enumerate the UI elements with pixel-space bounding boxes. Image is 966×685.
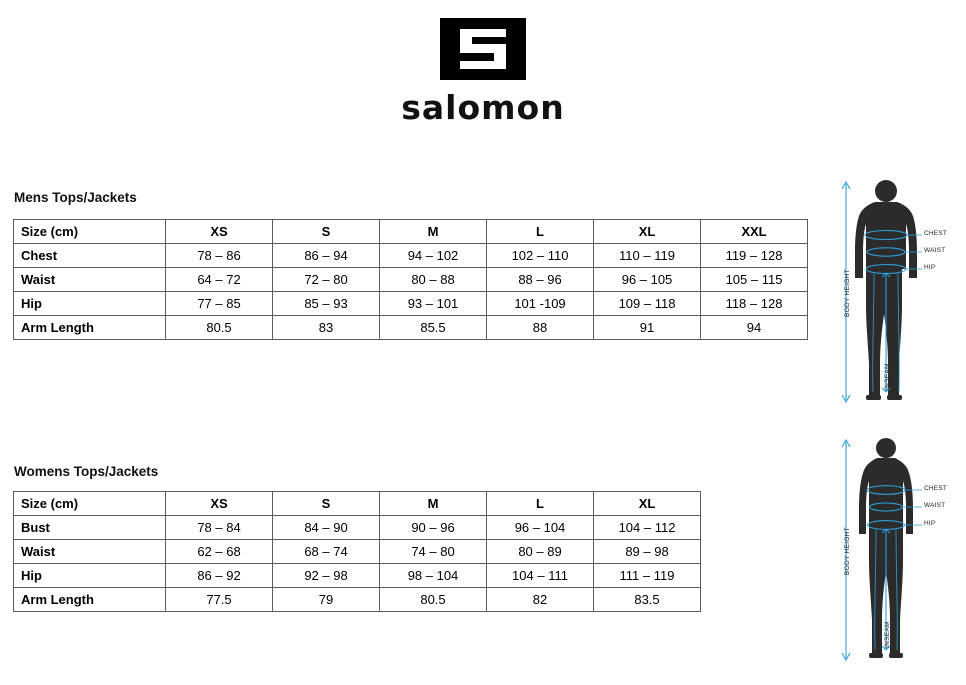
column-header: XL <box>594 220 701 244</box>
table-cell: 77 – 85 <box>166 292 273 316</box>
column-header: Size (cm) <box>14 220 166 244</box>
table-row <box>14 564 701 588</box>
table-header-row <box>14 492 701 516</box>
table-cell: 109 – 118 <box>594 292 701 316</box>
column-header: S <box>273 220 380 244</box>
callout-waist: WAIST <box>924 247 946 254</box>
table-cell: 102 – 110 <box>487 244 594 268</box>
row-label: Waist <box>14 540 166 564</box>
table-row <box>14 316 808 340</box>
label-inseam: INSEAM <box>884 363 891 390</box>
row-label: Bust <box>14 516 166 540</box>
table-cell: 86 – 92 <box>166 564 273 588</box>
table-cell: 74 – 80 <box>380 540 487 564</box>
table-cell: 78 – 86 <box>166 244 273 268</box>
table-row <box>14 244 808 268</box>
table-cell: 83 <box>273 316 380 340</box>
table-cell: 105 – 115 <box>701 268 808 292</box>
label-inseam: INSEAM <box>884 621 891 648</box>
table-cell: 90 – 96 <box>380 516 487 540</box>
table-cell: 96 – 104 <box>487 516 594 540</box>
callout-waist: WAIST <box>924 502 946 509</box>
table-cell: 62 – 68 <box>166 540 273 564</box>
brand-logo <box>0 18 966 127</box>
table-row <box>14 516 701 540</box>
column-header: XL <box>594 492 701 516</box>
table-cell: 104 – 112 <box>594 516 701 540</box>
table-cell: 110 – 119 <box>594 244 701 268</box>
table-cell: 94 <box>701 316 808 340</box>
table-cell: 88 <box>487 316 594 340</box>
column-header: XS <box>166 220 273 244</box>
womens-section-title: Womens Tops/Jackets <box>14 464 159 479</box>
table-cell: 88 – 96 <box>487 268 594 292</box>
callout-chest: CHEST <box>924 230 948 237</box>
column-header: XXL <box>701 220 808 244</box>
row-label: Hip <box>14 564 166 588</box>
table-cell: 86 – 94 <box>273 244 380 268</box>
table-cell: 89 – 98 <box>594 540 701 564</box>
womens-size-table <box>13 491 701 612</box>
table-cell: 82 <box>487 588 594 612</box>
column-header: L <box>487 220 594 244</box>
row-label: Waist <box>14 268 166 292</box>
brand-wordmark: salomon <box>401 88 565 127</box>
callout-hip: HIP <box>924 520 936 527</box>
table-header-row <box>14 220 808 244</box>
row-label: Hip <box>14 292 166 316</box>
table-cell: 80.5 <box>166 316 273 340</box>
label-body-height: BODY HEIGHT <box>844 527 851 575</box>
salomon-s-logo-icon <box>440 18 526 80</box>
table-cell: 91 <box>594 316 701 340</box>
mens-section-title: Mens Tops/Jackets <box>14 190 137 205</box>
row-label: Arm Length <box>14 588 166 612</box>
table-cell: 80 – 89 <box>487 540 594 564</box>
table-cell: 78 – 84 <box>166 516 273 540</box>
label-body-height: BODY HEIGHT <box>844 269 851 317</box>
table-row <box>14 268 808 292</box>
male-body-measurement-diagram <box>836 174 956 409</box>
table-cell: 68 – 74 <box>273 540 380 564</box>
table-cell: 79 <box>273 588 380 612</box>
table-cell: 84 – 90 <box>273 516 380 540</box>
table-cell: 80.5 <box>380 588 487 612</box>
table-cell: 96 – 105 <box>594 268 701 292</box>
table-row <box>14 292 808 316</box>
row-label: Chest <box>14 244 166 268</box>
callout-hip: HIP <box>924 264 936 271</box>
table-cell: 104 – 111 <box>487 564 594 588</box>
callout-chest: CHEST <box>924 485 948 492</box>
column-header: M <box>380 220 487 244</box>
table-cell: 85.5 <box>380 316 487 340</box>
table-row <box>14 540 701 564</box>
row-label: Arm Length <box>14 316 166 340</box>
table-cell: 94 – 102 <box>380 244 487 268</box>
table-cell: 119 – 128 <box>701 244 808 268</box>
table-cell: 98 – 104 <box>380 564 487 588</box>
column-header: M <box>380 492 487 516</box>
female-body-measurement-diagram <box>836 432 956 667</box>
table-cell: 92 – 98 <box>273 564 380 588</box>
table-cell: 93 – 101 <box>380 292 487 316</box>
table-cell: 118 – 128 <box>701 292 808 316</box>
table-row <box>14 588 701 612</box>
table-cell: 83.5 <box>594 588 701 612</box>
table-cell: 101 -109 <box>487 292 594 316</box>
mens-size-table <box>13 219 808 340</box>
table-cell: 77.5 <box>166 588 273 612</box>
table-cell: 80 – 88 <box>380 268 487 292</box>
table-cell: 85 – 93 <box>273 292 380 316</box>
column-header: S <box>273 492 380 516</box>
table-cell: 111 – 119 <box>594 564 701 588</box>
table-cell: 72 – 80 <box>273 268 380 292</box>
column-header: XS <box>166 492 273 516</box>
column-header: L <box>487 492 594 516</box>
column-header: Size (cm) <box>14 492 166 516</box>
table-cell: 64 – 72 <box>166 268 273 292</box>
